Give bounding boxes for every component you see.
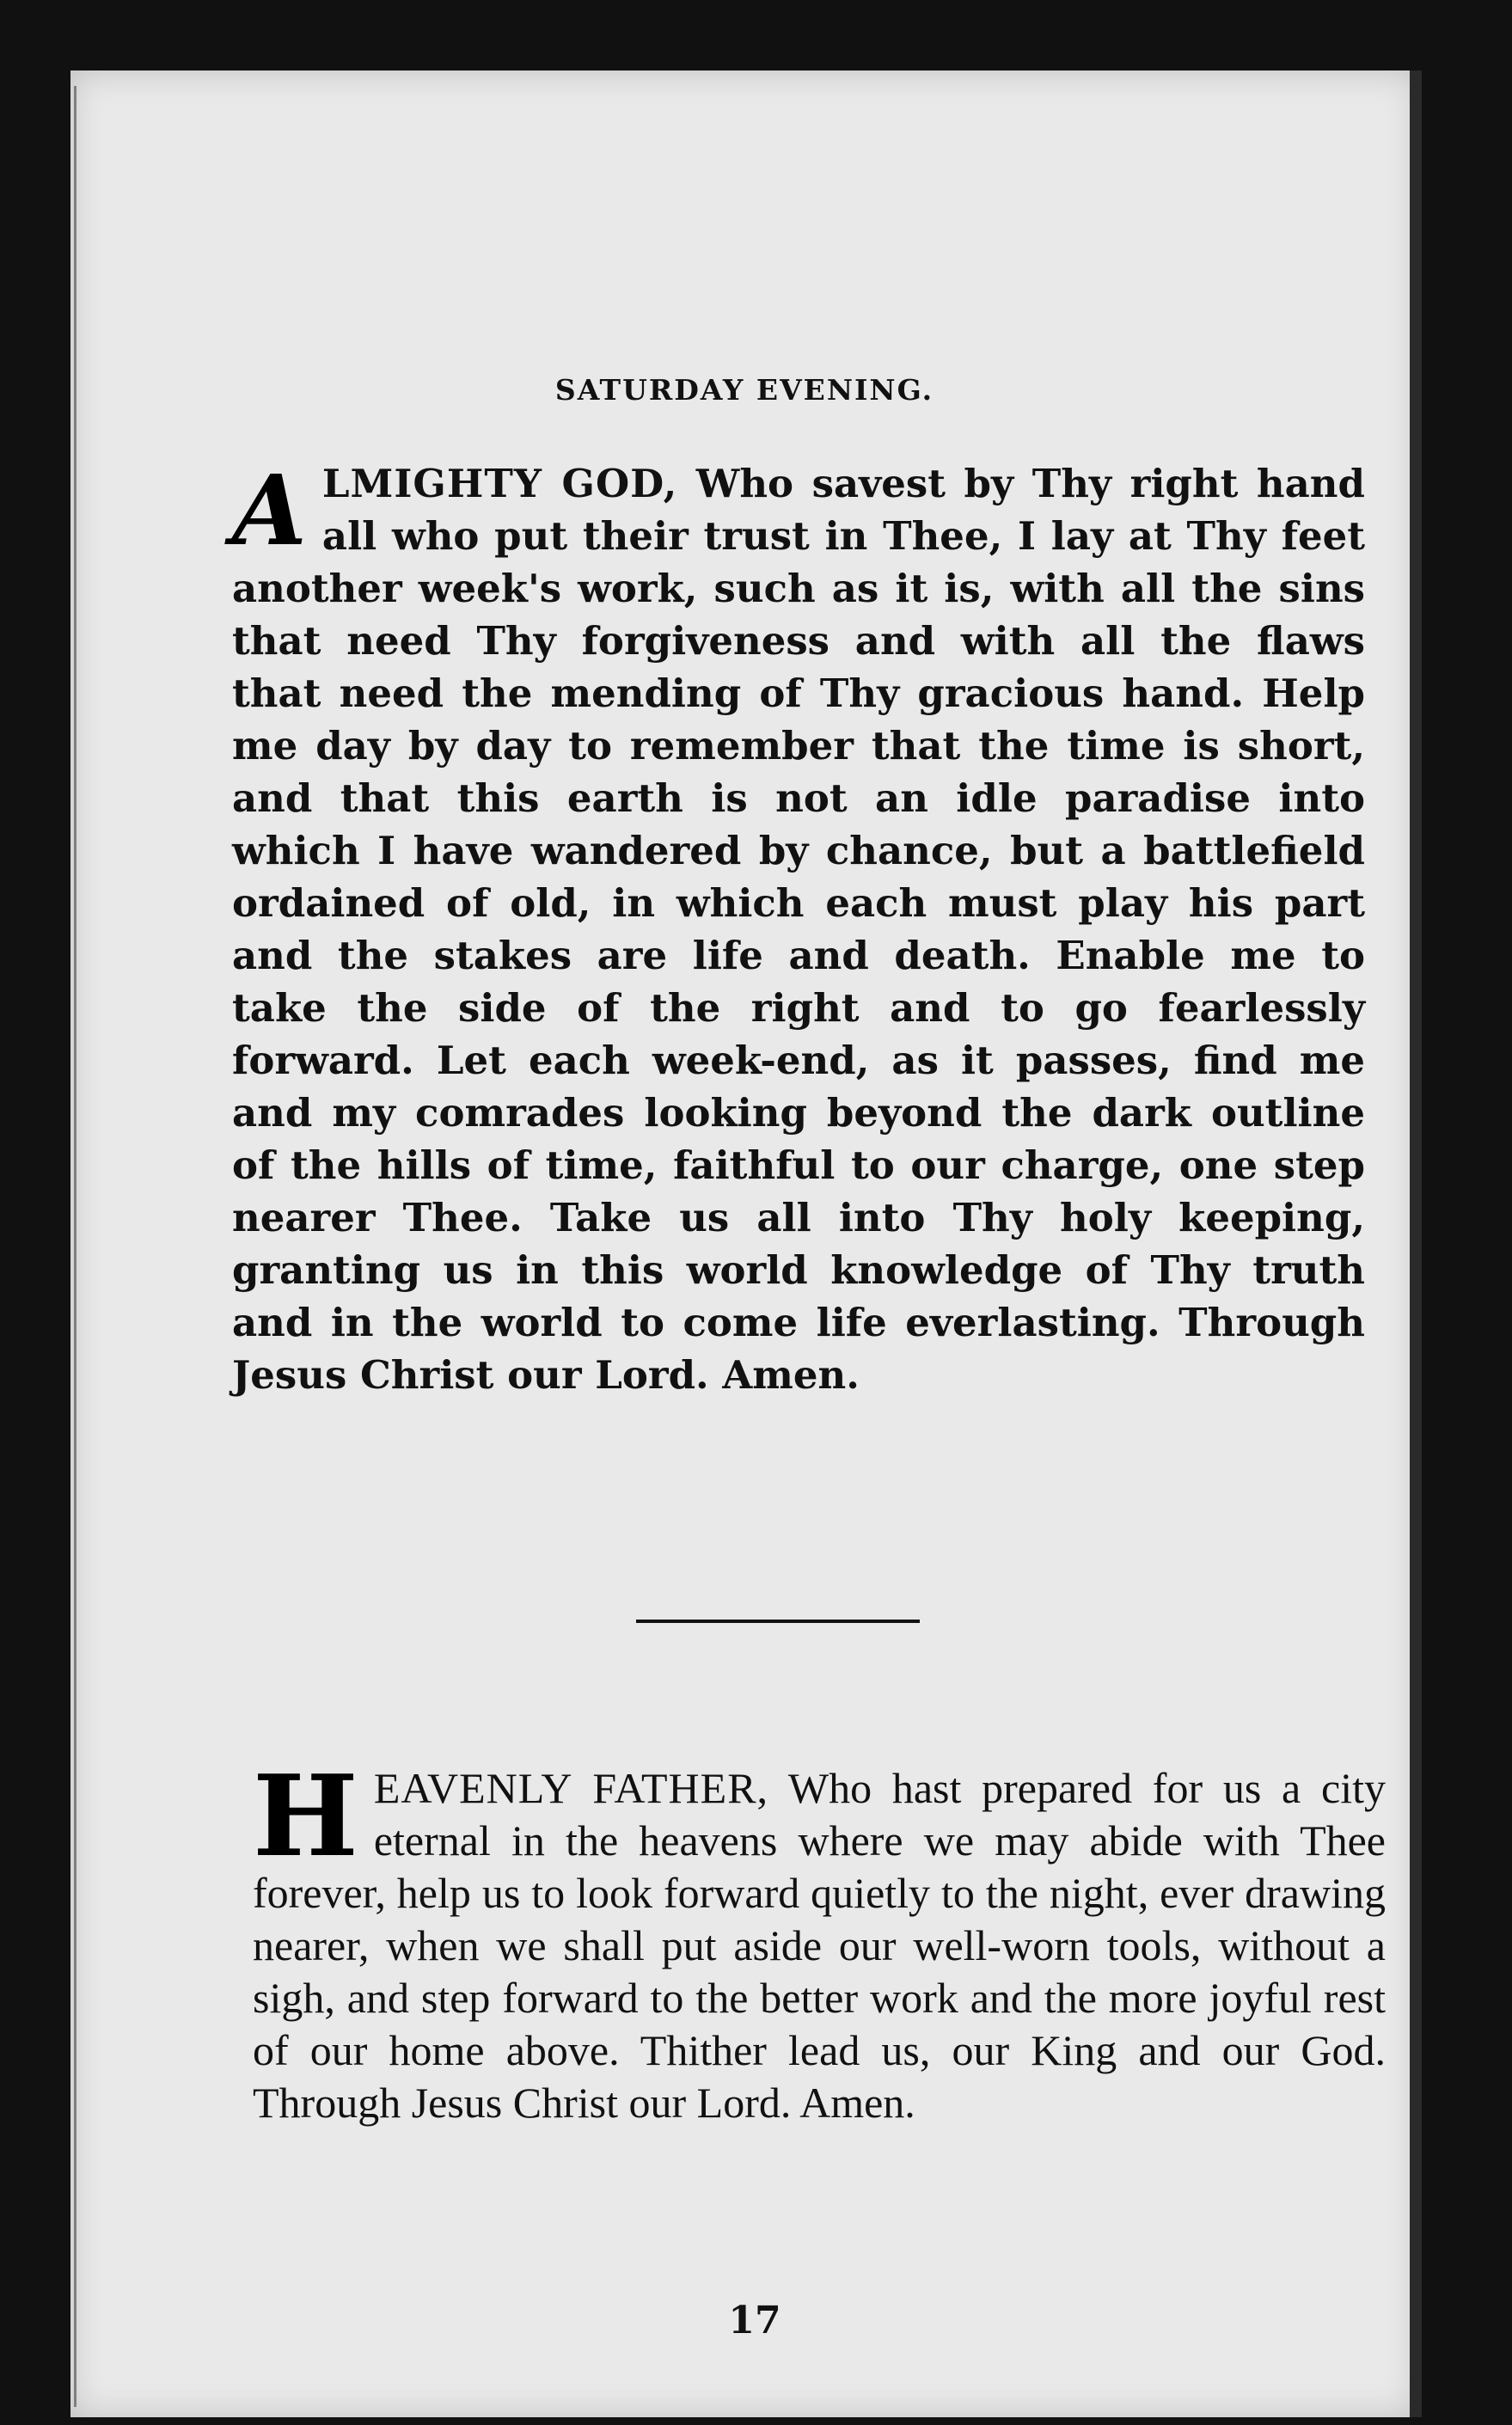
book-page: [70, 70, 1418, 2417]
prayer-opening: LMIGHTY GOD,: [321, 461, 678, 506]
running-head: SATURDAY EVENING.: [554, 373, 934, 407]
drop-cap: A: [232, 455, 307, 567]
section-divider: [636, 1620, 920, 1623]
page-number: 17: [728, 2299, 781, 2342]
prayer-body: Who savest by Thy right hand all who put their trust in Thee, I lay at Thy feet another week's work, such as it is, with all the sins that need Thy forgiveness and with all the flaws that need the mending of Thy gracious hand. Help me day by day to remember that the time is short, and that this earth is not an idle paradise into which I have wandered by chance, but a battlefield ordained of old, in which each must play his part and the stakes are life and death. Enable me to take the side of the right and to go fearlessly forward. Let each week-end, as it passes, find me and my comrades looking beyond the dark outline of the hills of time, faithful to our charge, one step nearer Thee. Take us all into Thy holy keeping, granting us in this world knowledge of Thy truth and in the world to come life everlasting. Through Jesus Christ our Lord. Amen.: [232, 461, 1365, 1398]
prayer-heavenly-father: [253, 1750, 1386, 2129]
prayer-body: Who hast prepared for us a city eternal in the heavens where we may abide with Thee forever, help us to look forward quietly to the night, ever drawing nearer, when we shall put aside our well-worn tools, without a sigh, and step forward to the better work and the more joyful rest of our home above. Thither lead us, our King and our God. Through Jesus Christ our Lord. Amen.: [253, 1764, 1386, 2127]
prayer-saturday-evening: [232, 457, 1365, 1401]
page-edge-shadow: [1410, 70, 1422, 2417]
drop-cap: H: [253, 1750, 358, 1882]
book-spine-edge: [74, 86, 77, 2407]
prayer-opening: EAVENLY FATHER,: [373, 1764, 769, 1812]
